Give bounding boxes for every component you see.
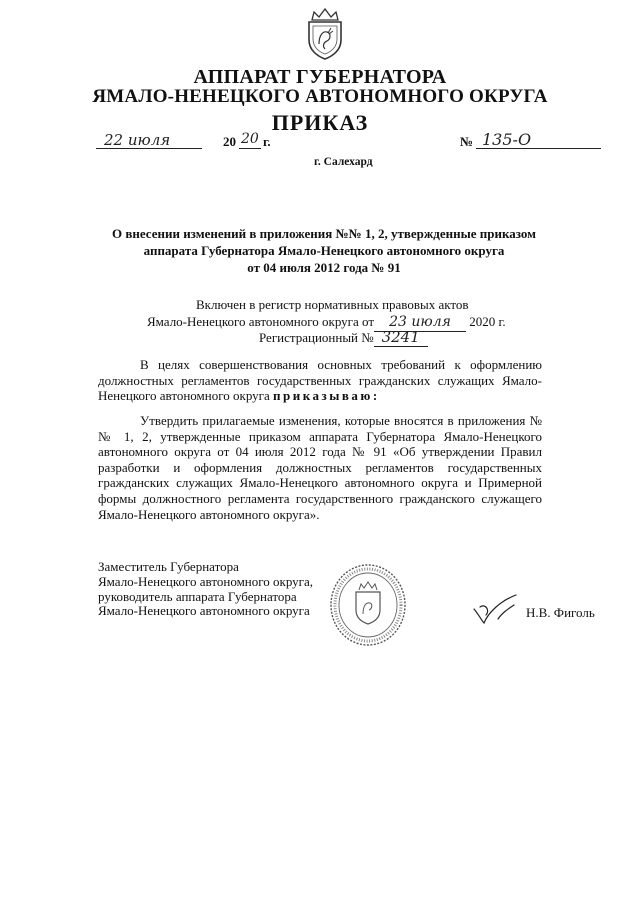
- registry-number-prefix: Регистрационный №: [259, 330, 374, 345]
- handwritten-signature: [470, 593, 522, 627]
- year-handwritten: 20: [241, 131, 259, 147]
- signature-block: [98, 560, 313, 619]
- signer-title-line1: Заместитель Губернатора: [98, 559, 239, 574]
- registry-date-handwritten: 23 июля: [389, 314, 451, 330]
- registry-line1: Включен в регистр нормативных правовых актов: [196, 297, 469, 312]
- title-line3: от 04 июля 2012 года № 91: [247, 260, 401, 275]
- signer-title-line3: руководитель аппарата Губернатора: [98, 588, 297, 604]
- registry-number-handwritten: 3241: [381, 328, 420, 346]
- signer-name: Н.В. Фиголь: [526, 605, 595, 620]
- date-handwritten: 22 июля: [104, 131, 171, 149]
- number-field: [476, 132, 601, 149]
- registry-line2-suffix: 2020 г.: [469, 314, 506, 329]
- document-type: ПРИКАЗ: [271, 110, 369, 135]
- title-line1: О внесении изменений в приложения №№ 1, 2, утвержденные приказом: [111, 226, 537, 241]
- signer-title-line2: Ямало-Ненецкого автономного округа,: [98, 573, 314, 589]
- year-field: [239, 132, 261, 149]
- official-seal: [328, 562, 408, 648]
- number-handwritten: 135-О: [482, 130, 532, 149]
- city: г. Салехард: [314, 156, 373, 168]
- registry-line2-prefix: Ямало-Ненецкого автономного округа от: [147, 314, 375, 329]
- year-suffix: г.: [263, 134, 271, 149]
- preamble-text: В целях совершенствования основных требований к оформлению должностных регламентов государственных гражданских служащих Ямало-Ненецкого автономного округа: [98, 357, 542, 404]
- date-field: [96, 132, 202, 149]
- number-prefix: №: [460, 134, 474, 149]
- year-prefix: 20: [223, 134, 236, 149]
- registry-line3: [259, 329, 428, 347]
- org-name-line2: ЯМАЛО-НЕНЕЦКОГО АВТОНОМНОГО ОКРУГА: [92, 86, 548, 107]
- title-line2: аппарата Губернатора Ямало-Ненецкого автономного округа: [143, 243, 505, 258]
- registry-number-field: [374, 329, 428, 347]
- signer-title-line4: Ямало-Ненецкого автономного округа: [98, 603, 310, 619]
- document-title: [98, 225, 550, 276]
- org-name-line1: АППАРАТ ГУБЕРНАТОРА: [193, 66, 447, 88]
- paragraph-order: Утвердить прилагаемые изменения, которые вносятся в приложения №№ 1, 2, утвержденные приказом аппарата Губернатора Ямало-Ненецкого автономного округа от 04 июля 2012 года № 91 «Об утверждении Правил разработки и оформления должностных регламентов государственных гражданских служащих Ямало-Ненецкого автономного округа и Примерной формы должностного регламента государственного гражданского служащего Ямало-Ненецкого автономного округа».: [98, 413, 542, 522]
- coat-of-arms-emblem: [302, 6, 348, 60]
- order-word: приказываю:: [273, 388, 380, 404]
- paragraph-preamble: [98, 357, 542, 404]
